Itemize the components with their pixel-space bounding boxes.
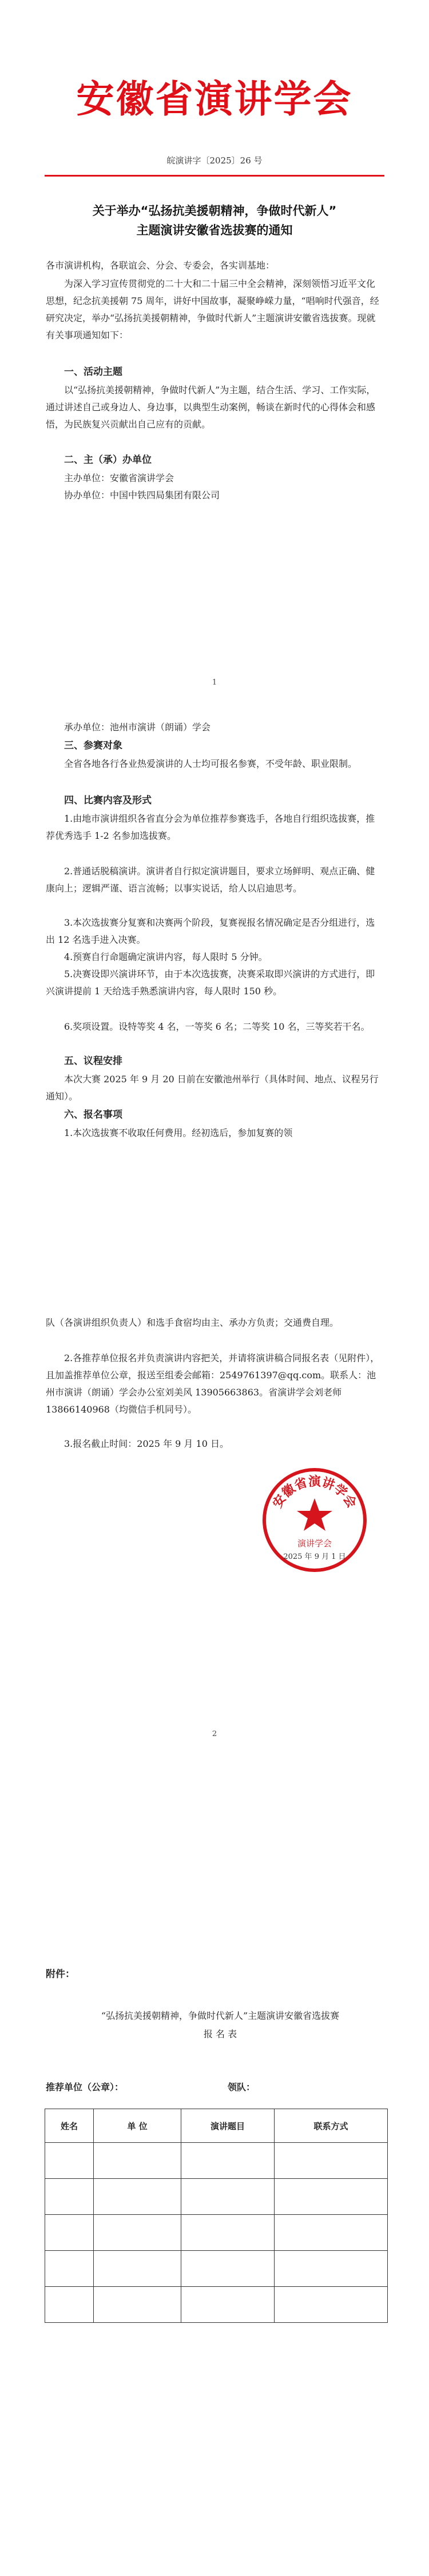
table-row: [45, 2143, 388, 2179]
section-6-item-3: 3.报名截止时间：2025 年 9 月 10 日。: [64, 1438, 229, 1449]
org-name-header: 安徽省演讲学会: [76, 77, 353, 121]
section-2-heading: 二、主（承）办单位: [64, 454, 152, 466]
section-4-item-6: 6.奖项设置。设特等奖 4 名，一等奖 6 名；二等奖 10 名，三等奖若干名。: [64, 1021, 370, 1032]
section-6-item-1-cont: 队（各演讲组织负责人）和选手食宿均由主、承办方负责；交通费自理。: [46, 1317, 339, 1328]
section-4-item-2: 2.普通话脱稿演讲。演讲者自行拟定演讲题目，要求立场鲜明、观点正确、健康向上；逻辑严谨、语言流畅；以事实说话，给人以启迪思考。: [46, 866, 375, 894]
section-3-body: 全省各地各行各业热爱演讲的人士均可报名参赛，不受年龄、职业限制。: [64, 758, 357, 769]
host-unit: 主办单位：安徽省演讲学会: [64, 473, 174, 483]
col-contact: 联系方式: [275, 2109, 388, 2143]
table-cell[interactable]: [275, 2287, 388, 2323]
table-row: [45, 2179, 388, 2215]
seal-center-text: 演讲学会: [297, 1538, 332, 1549]
table-cell[interactable]: [181, 2179, 275, 2215]
notice-title: [46, 201, 383, 240]
col-unit: 单 位: [94, 2109, 181, 2143]
salutation: 各市演讲机构，各联谊会、分会、专委会，各实训基地：: [46, 260, 275, 271]
section-4-item-1: 1.由地市演讲组织各省直分会为单位推荐参赛选手，各地自行组织选拔赛，推荐优秀选手 1-2 名参加选拔赛。: [46, 813, 375, 841]
section-6-heading: 六、报名事项: [64, 1109, 122, 1121]
table-row: [45, 2251, 388, 2287]
table-row: [45, 2215, 388, 2251]
table-cell[interactable]: [45, 2215, 94, 2251]
table-cell[interactable]: [45, 2251, 94, 2287]
section-4-item-4: 4.预赛自行命题确定演讲内容，每人限时 5 分钟。: [64, 951, 268, 962]
table-cell[interactable]: [275, 2215, 388, 2251]
section-6-item-1-start: 1.本次选拔赛不收取任何费用。经初选后，参加复赛的领: [64, 1127, 293, 1138]
table-cell[interactable]: [94, 2143, 181, 2179]
section-4-heading: 四、比赛内容及形式: [64, 795, 152, 806]
table-cell[interactable]: [94, 2251, 181, 2287]
red-divider-rule: [45, 175, 384, 177]
section-4-item-5: 5.决赛设即兴演讲环节，由于本次选拔赛，决赛采取即兴演讲的方式进行，即兴演讲提前 1 天给选手熟悉演讲内容，每人限时 150 秒。: [46, 969, 375, 997]
intro-paragraph: 为深入学习宣传贯彻党的二十大和二十届三中全会精神，深刻领悟习近平文化思想，纪念抗美援朝 75 周年，讲好中国故事，凝聚峥嵘力量，“唱响时代强音，经研究决定，举办“弘扬抗美援朝精神，争做时代新人”主题演讲安徽省选拔赛。现就有关事项通知如下：: [46, 278, 379, 341]
table-cell[interactable]: [181, 2143, 275, 2179]
registration-form-title: [46, 2007, 395, 2043]
table-cell[interactable]: [275, 2143, 388, 2179]
table-header-row: [45, 2109, 388, 2143]
section-1-body: 以“弘扬抗美援朝精神，争做时代新人”为主题，结合生活、学习、工作实际，通过讲述自己或身边人、身边事，以典型生动案例，畅谈在新时代的心得体会和感悟，为民族复兴贡献出自己应有的贡献。: [46, 385, 376, 430]
table-cell[interactable]: [181, 2287, 275, 2323]
notice-title-line-1: 关于举办“弘扬抗美援朝精神，争做时代新人”: [92, 204, 337, 218]
table-cell[interactable]: [94, 2287, 181, 2323]
document-number: 皖演讲字〔2025〕26 号: [166, 155, 263, 166]
form-title-line-2: 报 名 表: [203, 2029, 237, 2039]
col-name: 姓名: [45, 2109, 94, 2143]
page-number-1: 1: [212, 678, 217, 687]
col-speech-title: 演讲题目: [181, 2109, 275, 2143]
registration-table: [45, 2109, 388, 2323]
notice-title-line-2: 主题演讲安徽省选拔赛的通知: [136, 223, 293, 237]
seal-star-icon: [297, 1498, 332, 1531]
section-3-heading: 三、参赛对象: [64, 740, 122, 751]
attachment-label: 附件：: [46, 1969, 75, 1980]
table-cell[interactable]: [275, 2179, 388, 2215]
section-5-heading: 五、议程安排: [64, 1055, 122, 1067]
table-cell[interactable]: [181, 2251, 275, 2287]
seal-ring-text: 安徽省演讲学会: [270, 1474, 359, 1511]
section-6-item-2: 2.各推荐单位报名并负责演讲内容把关，并请将演讲稿合同报名表（见附件），且加盖推荐单位公章，报送至组委会邮箱：2549761397@qq.com。联系人：池州市演讲（朗诵）学会办公室刘美风 13905663863。省演讲学会刘老师 13866140968（均微信手机同号）。: [46, 1353, 380, 1415]
table-cell[interactable]: [94, 2215, 181, 2251]
co-host-unit: 协办单位：中国中铁四局集团有限公司: [64, 490, 220, 501]
official-seal-stamp: [257, 1463, 372, 1577]
table-row: [45, 2287, 388, 2323]
form-title-line-1: “弘扬抗美援朝精神，争做时代新人”主题演讲安徽省选拔赛: [101, 2010, 340, 2021]
section-4-item-3: 3.本次选拔赛分复赛和决赛两个阶段，复赛视报名情况确定是否分组进行，选出 12 名选手进入决赛。: [46, 917, 375, 945]
table-cell[interactable]: [275, 2251, 388, 2287]
team-leader-label: 领队：: [228, 2082, 256, 2093]
section-1-heading: 一、活动主题: [64, 366, 122, 378]
table-cell[interactable]: [94, 2179, 181, 2215]
page-number-2: 2: [212, 1730, 217, 1738]
table-cell[interactable]: [45, 2287, 94, 2323]
table-cell[interactable]: [45, 2143, 94, 2179]
undertake-unit: 承办单位：池州市演讲（朗诵）学会: [64, 722, 211, 733]
table-cell[interactable]: [181, 2215, 275, 2251]
seal-date: 2025 年 9 月 1 日: [283, 1553, 346, 1561]
table-cell[interactable]: [45, 2179, 94, 2215]
recommending-unit-label: 推荐单位（公章）：: [46, 2082, 124, 2093]
section-5-body: 本次大赛 2025 年 9 月 20 日前在安徽池州举行（具体时间、地点、议程另行通知）。: [46, 1074, 379, 1102]
